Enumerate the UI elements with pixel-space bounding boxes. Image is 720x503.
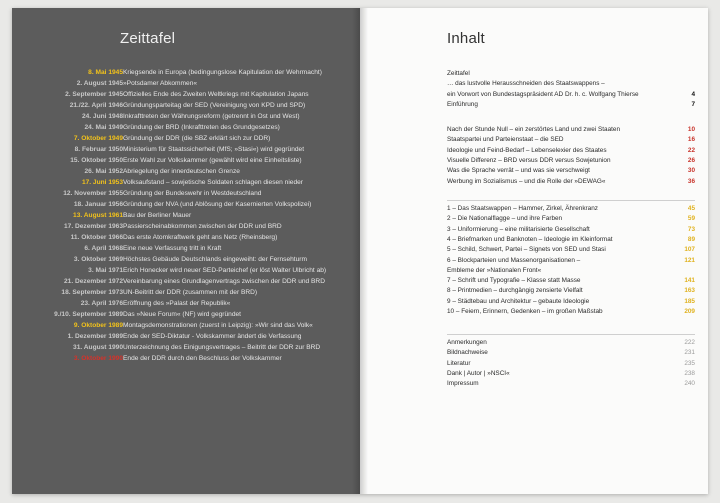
right-page-title: Inhalt bbox=[447, 30, 485, 47]
timeline-row bbox=[12, 221, 360, 232]
timeline-row bbox=[12, 133, 360, 144]
toc-entry-page: 26 bbox=[687, 156, 695, 164]
toc-entry bbox=[447, 90, 695, 100]
timeline-row bbox=[12, 342, 360, 353]
toc-entry-title: 3 – Uniformierung – eine militarisierte Gesellschaft bbox=[447, 225, 590, 233]
timeline-row bbox=[12, 298, 360, 309]
toc-entry bbox=[447, 146, 695, 156]
toc-entry-page: 36 bbox=[687, 177, 695, 185]
timeline-event: Offizielles Ende des Zweiten Weltkriegs mit Kapitulation Japans bbox=[123, 91, 309, 98]
toc-entry bbox=[447, 125, 695, 135]
toc-divider bbox=[447, 334, 695, 335]
toc-entry-title: Anmerkungen bbox=[447, 339, 487, 346]
timeline-event: Gründung der BRD (Inkrafttreten des Grundgesetzes) bbox=[123, 124, 280, 131]
toc-entry bbox=[447, 369, 695, 379]
timeline-event: Volksaufstand – sowjetische Soldaten schlagen diesen nieder bbox=[123, 179, 303, 186]
timeline-row bbox=[12, 320, 360, 331]
timeline-event: Unterzeichnung des Einigungsvertrages – Beitritt der DDR zur BRD bbox=[123, 344, 321, 351]
timeline-event: Erste Wahl zur Volkskammer (gewählt wird eine Einheitsliste) bbox=[123, 157, 302, 164]
timeline-date: 31. August 1990 bbox=[73, 344, 123, 351]
timeline-date: 18. September 1973 bbox=[61, 289, 123, 296]
timeline-row bbox=[12, 331, 360, 342]
toc-entry-page: 185 bbox=[684, 297, 695, 305]
timeline-event: UN-Beitritt der DDR (zusammen mit der BRD) bbox=[123, 289, 258, 296]
toc-entry bbox=[447, 307, 695, 317]
timeline-date: 8. Februar 1950 bbox=[74, 146, 123, 153]
toc-entry-page: 59 bbox=[687, 215, 695, 223]
timeline-date: 17. Juni 1953 bbox=[81, 179, 123, 186]
toc-entry-page: 222 bbox=[684, 339, 695, 346]
timeline-row bbox=[12, 309, 360, 320]
timeline-date: 17. Dezember 1963 bbox=[63, 223, 123, 230]
timeline-date: 9./10. September 1989 bbox=[54, 311, 123, 318]
right-page-inhalt bbox=[360, 8, 708, 494]
timeline-row bbox=[12, 111, 360, 122]
toc-entry-page: 10 bbox=[687, 126, 695, 133]
toc-entry-page: 238 bbox=[684, 369, 695, 377]
toc-entry-title: Zeittafel bbox=[447, 70, 470, 77]
timeline-event: Gründungsparteitag der SED (Vereinigung von KPD und SPD) bbox=[123, 102, 306, 109]
timeline-date: 3. Oktober 1990 bbox=[73, 355, 123, 362]
timeline-event: Ministerium für Staatssicherheit (MfS; »Stasi«) wird gegründet bbox=[123, 146, 305, 153]
timeline-date: 24. Juni 1948 bbox=[81, 113, 123, 120]
toc-entry bbox=[447, 266, 695, 276]
timeline-row bbox=[12, 287, 360, 298]
toc-entry bbox=[447, 135, 695, 145]
toc-entry-title: 6 – Blockparteien und Massenorganisationen – bbox=[447, 256, 581, 264]
timeline-date: 18. Januar 1956 bbox=[73, 201, 123, 208]
timeline-row bbox=[12, 155, 360, 166]
timeline-date: 12. November 1955 bbox=[63, 190, 123, 197]
timeline-date: 21. Dezember 1972 bbox=[63, 278, 123, 285]
timeline-event: Gründung der NVA (und Ablösung der Kasernierten Volkspolizei) bbox=[123, 201, 312, 208]
timeline-row bbox=[12, 144, 360, 155]
toc-entry-page: 4 bbox=[691, 90, 695, 98]
toc-entry-page: 141 bbox=[684, 277, 695, 285]
timeline-event: Eröffnung des »Palast der Republik« bbox=[123, 300, 231, 307]
timeline-date: 7. Oktober 1949 bbox=[73, 135, 123, 142]
timeline-row bbox=[12, 67, 360, 78]
timeline-row bbox=[12, 265, 360, 276]
timeline-row bbox=[12, 353, 360, 364]
toc-entry-title: Literatur bbox=[447, 359, 471, 367]
timeline-event: Ende der DDR durch den Beschluss der Volkskammer bbox=[123, 355, 282, 362]
toc-entry-page: 121 bbox=[684, 256, 695, 264]
toc-entry bbox=[447, 348, 695, 358]
timeline-event: Kriegsende in Europa (bedingungslose Kapitulation der Wehrmacht) bbox=[123, 69, 322, 76]
toc-entry-title: Einführung bbox=[447, 100, 478, 108]
toc-entry-title: Bildnachweise bbox=[447, 349, 488, 357]
timeline-event: »Potsdamer Abkommen« bbox=[123, 80, 198, 87]
toc-entry-page: 209 bbox=[684, 308, 695, 315]
toc-entry-title: Was die Sprache verrät – und was sie verschweigt bbox=[447, 167, 590, 175]
timeline-event: Abriegelung der innerdeutschen Grenze bbox=[123, 168, 240, 175]
timeline-event: Bau der Berliner Mauer bbox=[123, 212, 192, 219]
book-spread bbox=[12, 8, 708, 494]
timeline-date: 1. Dezember 1989 bbox=[67, 333, 123, 340]
toc-entry bbox=[447, 225, 695, 235]
toc-entry-title: 10 – Feiern, Erinnern, Gedenken – im großen Maßstab bbox=[447, 308, 603, 315]
toc-entry bbox=[447, 245, 695, 255]
timeline-date: 3. Mai 1971 bbox=[88, 267, 123, 274]
timeline-row bbox=[12, 210, 360, 221]
timeline-date: 21./22. April 1946 bbox=[69, 102, 123, 109]
timeline-date: 9. Oktober 1989 bbox=[73, 322, 123, 329]
toc-entry bbox=[447, 214, 695, 224]
toc-entry-page: 22 bbox=[687, 146, 695, 154]
toc-entry-title: Dank | Autor | »NSCI« bbox=[447, 369, 510, 377]
timeline-event: Höchstes Gebäude Deutschlands eingeweiht: der Fernsehturm bbox=[123, 256, 307, 263]
toc-entry bbox=[447, 297, 695, 307]
timeline-row bbox=[12, 243, 360, 254]
timeline-date: 2. August 1945 bbox=[76, 80, 123, 87]
toc-entry-page: 45 bbox=[687, 205, 695, 212]
toc-entry-page: 73 bbox=[687, 225, 695, 233]
timeline-date: 26. Mai 1952 bbox=[84, 168, 123, 175]
timeline-event: Das erste Atomkraftwerk geht ans Netz (Rheinsberg) bbox=[123, 234, 278, 241]
timeline-date: 13. August 1961 bbox=[73, 212, 123, 219]
timeline-row bbox=[12, 276, 360, 287]
toc-divider bbox=[447, 200, 695, 201]
toc-entry bbox=[447, 69, 695, 79]
toc-entry-page: 30 bbox=[687, 167, 695, 175]
toc-entry bbox=[447, 256, 695, 266]
toc-entry bbox=[447, 359, 695, 369]
toc-entry bbox=[447, 276, 695, 286]
left-page-zeittafel bbox=[12, 8, 360, 494]
toc-entry-title: 2 – Die Nationalflagge – und ihre Farben bbox=[447, 215, 563, 223]
timeline-date: 11. Oktober 1966 bbox=[70, 234, 123, 241]
timeline bbox=[12, 67, 360, 364]
timeline-row bbox=[12, 177, 360, 188]
toc-entry-page: 163 bbox=[684, 287, 695, 295]
toc-entry-page: 7 bbox=[691, 100, 695, 108]
toc-entry-page: 16 bbox=[687, 136, 695, 144]
timeline-date: 15. Oktober 1950 bbox=[70, 157, 123, 164]
toc-entry-title: Impressum bbox=[447, 380, 479, 388]
toc-entry-page: 235 bbox=[684, 359, 695, 367]
toc-entry-title: … das lustvolle Herausschneiden des Staatswappens – bbox=[447, 80, 605, 88]
timeline-row bbox=[12, 122, 360, 133]
timeline-event: Erich Honecker wird neuer SED-Parteichef (er löst Walter Ulbricht ab) bbox=[123, 267, 327, 274]
timeline-date: 2. September 1945 bbox=[65, 91, 123, 98]
timeline-event: Vereinbarung eines Grundlagenvertrags zwischen der DDR und BRD bbox=[123, 278, 325, 285]
toc-entry-title: Visuelle Differenz – BRD versus DDR versus Sowjetunion bbox=[447, 156, 611, 164]
timeline-date: 6. April 1968 bbox=[84, 245, 123, 252]
toc-entry-page: 107 bbox=[684, 246, 695, 254]
timeline-event: Montagsdemonstrationen (zuerst in Leipzig): »Wir sind das Volk« bbox=[123, 322, 313, 329]
toc-entry-title: Nach der Stunde Null – ein zerstörtes Land und zwei Staaten bbox=[447, 126, 621, 133]
toc-entry bbox=[447, 79, 695, 89]
timeline-row bbox=[12, 232, 360, 243]
toc-entry-title: 4 – Briefmarken und Banknoten – Ideologie im Kleinformat bbox=[447, 235, 613, 243]
toc-entry-title: 7 – Schrift und Typografie – Klasse statt Masse bbox=[447, 277, 581, 285]
toc-entry bbox=[447, 156, 695, 166]
toc-entry bbox=[447, 338, 695, 348]
toc-entry-title: 8 – Printmedien – durchgängig zensierte Vielfalt bbox=[447, 287, 583, 295]
toc-entry-title: Werbung im Sozialismus – und die Rolle der »DEWAG« bbox=[447, 177, 606, 185]
toc-entry-page: 89 bbox=[687, 235, 695, 243]
toc-entry-title: 5 – Schild, Schwert, Partei – Signets von SED und Stasi bbox=[447, 246, 606, 254]
timeline-row bbox=[12, 100, 360, 111]
timeline-date: 3. Oktober 1969 bbox=[73, 256, 123, 263]
timeline-event: Ende der SED-Diktatur - Volkskammer ändert die Verfassung bbox=[123, 333, 302, 340]
timeline-event: Inkrafttreten der Währungsreform (getrennt in Ost und West) bbox=[123, 113, 300, 120]
toc-entry-title: Staatspartei und Parteienstaat – die SED bbox=[447, 136, 564, 144]
toc-entry bbox=[447, 286, 695, 296]
timeline-row bbox=[12, 254, 360, 265]
timeline-event: Passierscheinabkommen zwischen der DDR und BRD bbox=[123, 223, 282, 230]
toc-entry bbox=[447, 166, 695, 176]
timeline-event: Gründung der Bundeswehr in Westdeutschland bbox=[123, 190, 262, 197]
toc-entry-page: 240 bbox=[684, 380, 695, 388]
left-page-title: Zeittafel bbox=[120, 30, 176, 47]
timeline-event: Eine neue Verfassung tritt in Kraft bbox=[123, 245, 222, 252]
timeline-row bbox=[12, 199, 360, 210]
toc-entry bbox=[447, 235, 695, 245]
toc-entry bbox=[447, 100, 695, 110]
timeline-row bbox=[12, 188, 360, 199]
toc-entry-title: 1 – Das Staatswappen – Hammer, Zirkel, Ährenkranz bbox=[447, 205, 598, 212]
timeline-date: 24. Mai 1949 bbox=[84, 124, 123, 131]
toc-entry-title: Ideologie und Feind-Bedarf – Lebenselexier des Staates bbox=[447, 146, 607, 154]
toc-entry-title: 9 – Städtebau und Architektur – gebaute Ideologie bbox=[447, 297, 590, 305]
timeline-date: 23. April 1976 bbox=[80, 300, 123, 307]
timeline-event: Das »Neue Forum« (NF) wird gegründet bbox=[123, 311, 242, 318]
timeline-date: 8. Mai 1945 bbox=[88, 69, 123, 76]
timeline-row bbox=[12, 166, 360, 177]
toc-entry-title: Embleme der »Nationalen Front« bbox=[447, 266, 542, 274]
toc-entry bbox=[447, 379, 695, 389]
toc-entry bbox=[447, 177, 695, 187]
timeline-event: Gründung der DDR (die SBZ erklärt sich zur DDR) bbox=[123, 135, 271, 142]
timeline-row bbox=[12, 78, 360, 89]
toc-entry-page: 231 bbox=[684, 349, 695, 357]
toc-entry-title: ein Vorwort von Bundestagspräsident AD Dr. h. c. Wolfgang Thierse bbox=[447, 90, 639, 98]
toc-entry bbox=[447, 204, 695, 214]
timeline-row bbox=[12, 89, 360, 100]
